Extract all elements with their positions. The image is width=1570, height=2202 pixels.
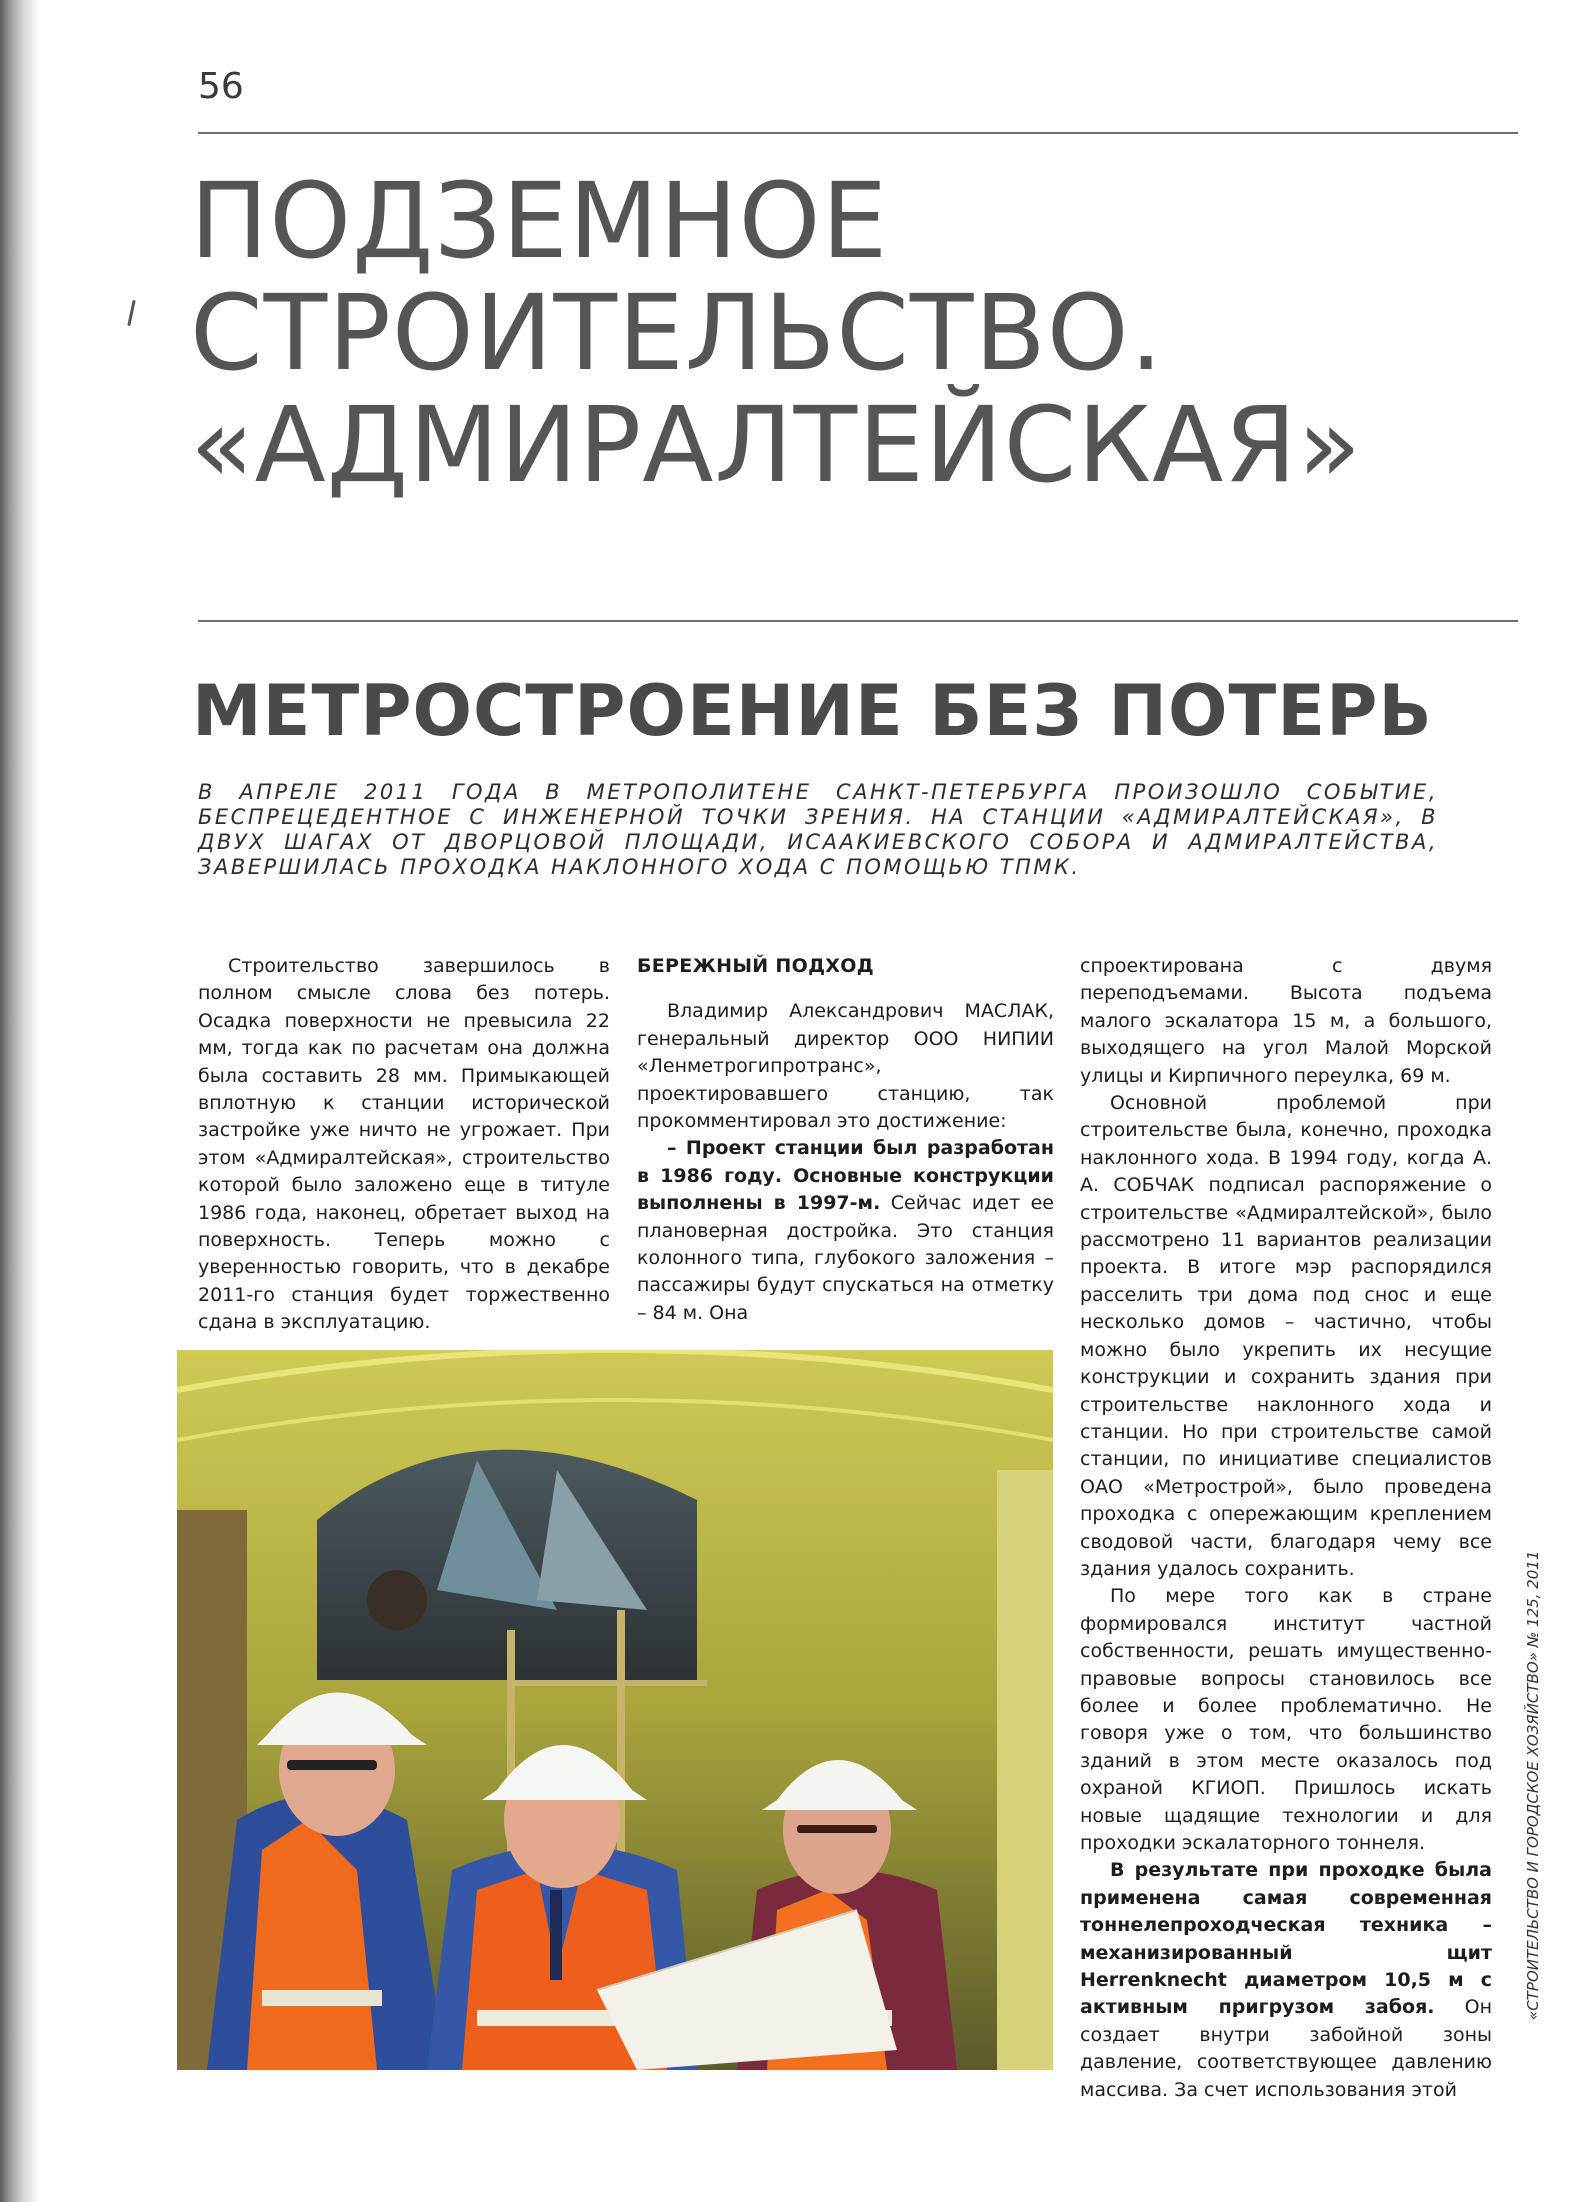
column3-paragraph-2: Основной проблемой при строительстве была, конечно, проходка наклонного хода. В 1994 году, когда А. А. СОБЧАК подписал распоряжение о строительстве «Адмиралтейской», было рассмотрено 11 вариантов реализации проекта. В итоге мэр распорядился расселить три дома под снос и еще несколько домов – частично, чтобы можно было укрепить их несущие конструкции и сохранить здания при строительстве наклонного хода и станции. Но при строительстве самой станции, по инициативе специалистов ОАО «Метрострой», было проведена проходка с опережающим креплением сводовой части, благодаря чему все здания удалось сохранить. [1080,1092,1492,1580]
rubric-title [190,160,1510,506]
magazine-issue-caption: «СТРОИТЕЛЬСТВО И ГОРОДСКОЕ ХОЗЯЙСТВО» № 125, 2011 [1524,1550,1542,2020]
column3-result-bold: В результате при проходке была применена самая современная тоннелепроходческая техника – механизированный щит Herrenknecht диаметром 10,5 м с активным пригрузом забоя. [1080,1859,1492,2019]
column2-paragraph-2 [637,1135,1054,1327]
column1-paragraph-1: Строительство завершилось в полном смысле слова без потерь. Осадка поверхности не превысила 22 мм, тогда как по расчетам она должна была составить 28 мм. Примыкающей вплотную к станции исторической застройке уже ничто не угрожает. При этом «Адмиралтейская», строительство которой было заложено еще в титуле 1986 года, наконец, обретает выход на поверхность. Теперь можно с уверенностью говорить, что в декабре 2011-го станция будет торжественно сдана в эксплуатацию. [198,955,610,1334]
article-lead: В АПРЕЛЕ 2011 ГОДА В МЕТРОПОЛИТЕНЕ САНКТ-ПЕТЕРБУРГА ПРОИЗОШЛО СОБЫТИЕ, БЕСПРЕЦЕДЕНТНОЕ С ИНЖЕНЕРНОЙ ТОЧКИ ЗРЕНИЯ. НА СТАНЦИИ «АДМИРАЛТЕЙСКАЯ», В ДВУХ ШАГАХ ОТ ДВОРЦОВОЙ ПЛОЩАДИ, ИСААКИЕВСКОГО СОБОРА И АДМИРАЛТЕЙСТВА, ЗАВЕРШИЛАСЬ ПРОХОДКА НАКЛОННОГО ХОДА С ПОМОЩЬЮ ТПМК. [198,780,1438,879]
section-subhead: БЕРЕЖНЫЙ ПОДХОД [637,955,874,977]
rubric-line-3: «АДМИРАЛТЕЙСКАЯ» [190,384,1363,506]
article-column-2 [637,953,1054,1327]
top-rule [198,132,1518,134]
column3-paragraph-1: спроектирована с двумя переподъемами. Высота подъема малого эскалатора 15 м, а большого, выходящего на угол Малой Морской улицы и Кирпичного переулка, 69 м. [1080,955,1492,1087]
column2-quote-rest: Сейчас идет ее плановерная достройка. Это станция колонного типа, глубокого заложения – пассажиры будут спускаться на отметку – 84 м. Она [637,1192,1054,1324]
rubric-line-1: ПОДЗЕМНОЕ [190,160,889,282]
article-photo-workers-in-helmets [177,1350,1053,2070]
column3-paragraph-3: По мере того как в стране формировался институт частной собственности, решать имущественно-правовые вопросы становилось все более и более проблематично. Не говоря уже о том, что большинство зданий в этом месте оказалось под охраной КГИОП. Пришлось искать новые щадящие технологии и для проходки эскалаторного тоннеля. [1080,1585,1492,1854]
column3-paragraph-4 [1080,1857,1492,2104]
middle-rule [198,620,1518,622]
column3-result-rest: Он создает внутри забойной зоны давление, соответствующее давлению массива. За счет использования этой [1080,1996,1493,2101]
scan-binding-shadow [0,0,40,2202]
article-column-1 [198,953,610,1337]
article-column-3 [1080,953,1492,2104]
column2-quote-bold: – Проект станции был разработан в 1986 году. Основные конструкции выполнены в 1997-м. [637,1137,1054,1215]
article-headline: МЕТРОСТРОЕНИЕ БЕЗ ПОТЕРЬ [192,670,1433,752]
margin-mark [127,300,135,326]
page-number: 56 [198,66,244,107]
rubric-line-2: СТРОИТЕЛЬСТВО. [190,272,1164,394]
column2-paragraph-1: Владимир Александрович МАСЛАК, генеральный директор ООО НИПИИ «Ленметрогипротранс», проектировавшего станцию, так прокомментировал это достижение: [637,1000,1054,1133]
